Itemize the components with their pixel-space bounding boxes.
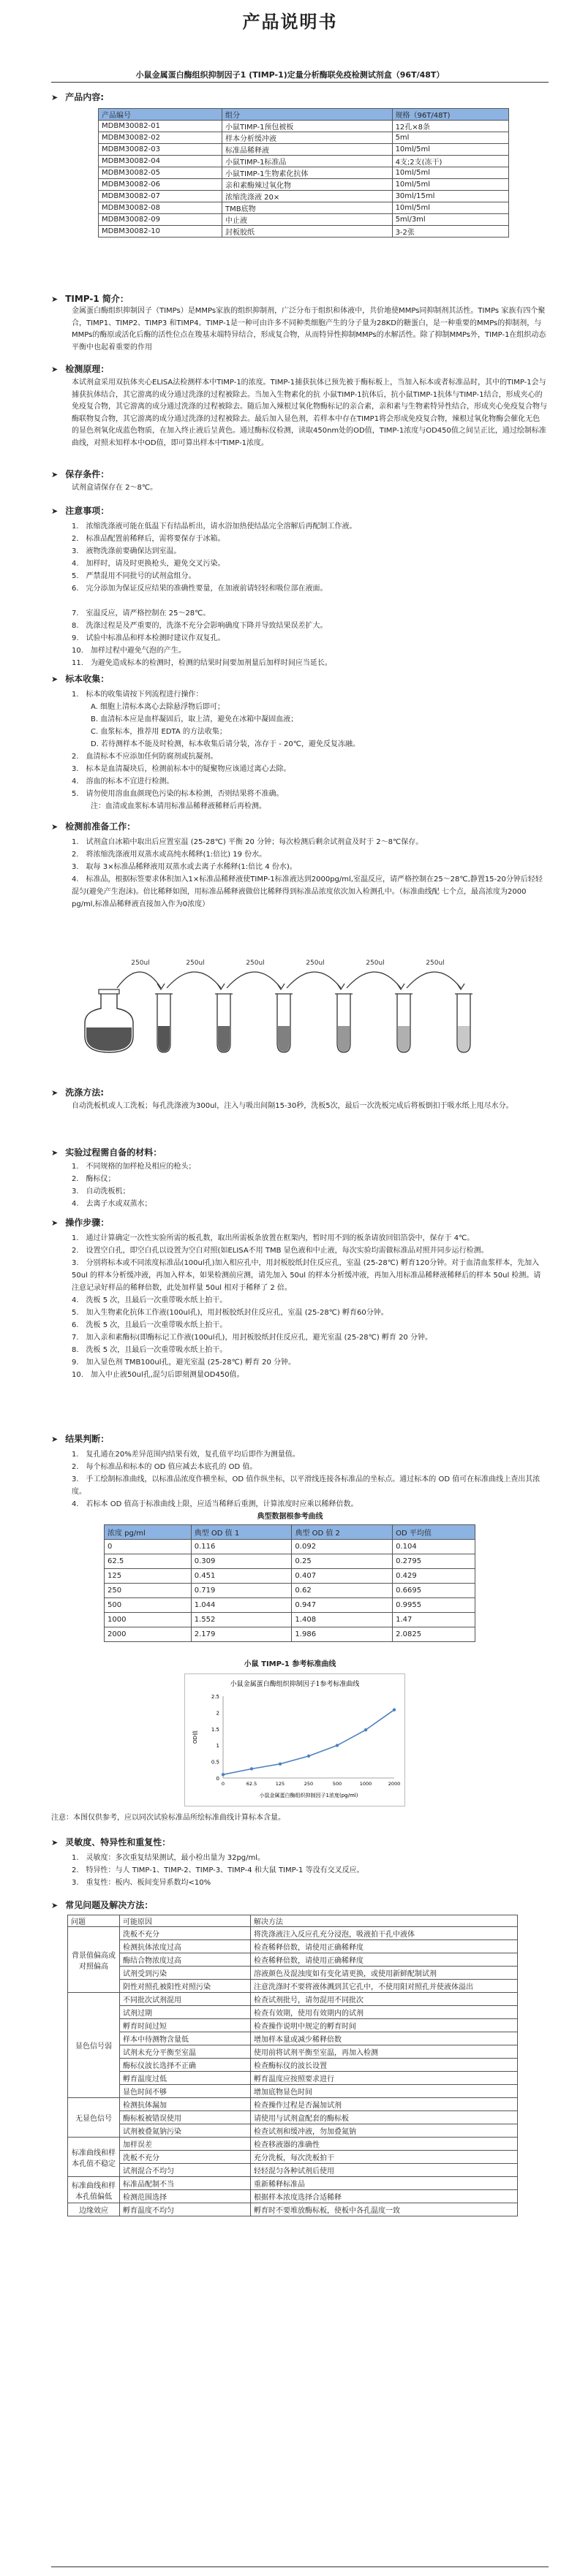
faq-solution-cell: 孵育时不要堆放酶标板，使板中各孔温度一致: [251, 2203, 518, 2216]
list-item: 2. 血清标本不应添加任何防腐剂或抗凝剂。: [72, 753, 218, 761]
x-tick-label: 1000: [359, 1781, 372, 1787]
faq-solution-cell: 溶液颜色及混浊度如有变化请更换，或使用新鲜配制试剂: [251, 1967, 518, 1980]
contents-cell: 4支;2支(冻干): [392, 156, 508, 167]
contents-cell: 10ml/5ml: [392, 167, 508, 179]
faq-solution-cell: 检查酶标仪的波长设置: [251, 2059, 518, 2072]
faq-cause-cell: 试剂被叠氮钠污染: [120, 2124, 251, 2138]
title-divider: [51, 82, 549, 83]
faq-cause-cell: 试剂受到污染: [120, 1967, 251, 1980]
list-item: 8. 洗板 5 次，且最后一次重带吸水纸上拍干。: [72, 1346, 227, 1354]
faq-solution-cell: 孵育温度应按照要求进行: [251, 2072, 518, 2085]
faq-cause-cell: 试剂过期: [120, 2006, 251, 2019]
contents-cell: MDBM30082-08: [99, 202, 222, 214]
arrow-icon: ➤: [51, 1838, 59, 1847]
list-item: D. 若待测样本不能及时检测，标本收集后请分装，冻存于 - 20℃，避免反复冻融。: [91, 740, 360, 748]
y-tick-label: 0: [216, 1776, 219, 1782]
faq-table: [67, 1915, 518, 2216]
typical-cell: 0.092: [292, 1540, 393, 1554]
arrow-icon: ➤: [51, 93, 59, 102]
list-item: C. 血浆标本，推荐用 EDTA 的方法收集；: [91, 728, 227, 736]
list-item: 2. 酶标仪；: [72, 1175, 116, 1183]
list-item: 3. 自动洗板机；: [72, 1188, 130, 1196]
list-item: 8. 洗涤过程是及严重要的，洗涤不充分会影响确度下降并导致结果误差扩大。: [72, 622, 328, 630]
faq-problem-cell: 边缘效应: [68, 2203, 120, 2216]
faq-problem-cell: 标准曲线和样本孔值偏低: [68, 2177, 120, 2203]
typical-cell: 1000: [105, 1613, 192, 1627]
contents-cell: MDBM30082-02: [99, 132, 222, 144]
faq-solution-cell: 将洗涤液注入反应孔充分浸泡，吸液拍干孔中液体: [251, 1927, 518, 1940]
procedure-list: [72, 1232, 547, 1381]
contents-cell: 12孔×8条: [392, 121, 508, 132]
faq-row: [68, 1993, 518, 2006]
list-item: 3. 分别将标本或不同浓度标准品(100ul孔)加入相应孔中，用封板胶纸封住反应孔，室温 (25-28℃) 孵育120分钟。对于血清血浆样本，先加入 50ul 的样本分析缓冲液，再加入样本，如果检测前应测，请先加入 50ul 的样本分析缓冲液，再加入用标准品稀释液稀释后的样本 50ul 检测。请注意记录好样品的稀释倍数，此处加样量 50ul 相对于稀释了 2 倍。: [72, 1259, 541, 1292]
typical-cell: 2000: [105, 1627, 192, 1642]
wash-text: 自动洗板机或人工洗板；每孔洗涤液为300ul，注入与吸出间隔15-30秒，洗板5次，最后一次洗板完成后将板倒扣于吸水纸上甩尽水分。: [72, 1102, 513, 1110]
x-tick-label: 62.5: [246, 1781, 257, 1787]
faq-row: [68, 2006, 518, 2019]
contents-cell: MDBM30082-09: [99, 214, 222, 226]
data-point: [393, 1709, 396, 1711]
faq-solution-cell: 轻轻混匀各种试剂后使用: [251, 2164, 518, 2177]
sensitivity-list: [72, 1852, 547, 1889]
list-item: 注：血清或血浆标本请用标准品稀释液稀释后再检测。: [91, 802, 266, 810]
faq-header-cell: 可能原因: [120, 1915, 251, 1927]
typical-cell: 1.552: [191, 1613, 292, 1627]
typical-cell: 1.408: [292, 1613, 393, 1627]
faq-cause-cell: 检测抗体漏加: [120, 2098, 251, 2111]
contents-cell: 10ml/5ml: [392, 179, 508, 191]
arrow-icon: ➤: [51, 675, 59, 684]
dilution-diagram: [69, 950, 522, 1060]
faq-cause-cell: 显色时间不够: [120, 2085, 251, 2098]
transfer-arrow-icon: [287, 972, 341, 988]
list-item: 3. 标本是血清凝块后，检测前标本中的疑聚物应该通过离心去除。: [72, 765, 291, 773]
contents-row: [99, 202, 509, 214]
faq-solution-cell: 增加样本量或减少稀释倍数: [251, 2032, 518, 2045]
contents-row: [99, 156, 509, 167]
section-procedure: ➤ 操作步骤：: [51, 1217, 110, 1228]
contents-cell: 中止液: [222, 214, 392, 226]
typical-header-cell: 典型 OD 值 2: [292, 1525, 393, 1540]
timp-intro-text: 金属蛋白酶组织抑制因子（TIMPs）是MMPs家族的组织抑制剂，广泛分布于组织和体液中，共价地使MMPs同抑制剂其活性。TIMPs 家族有四个聚合，TIMP1、TIMP2、TIMP3 和TIMP4。TIMP-1是一种可由许多不同种类细胞产生的分子量为28KD的糖蛋白，是一种重要的MMPs的抑制剂，与MMPs的酶原或活化后酶的活性位点在羧基末端特异结合，形成复合物，从而特异性抑制MMPs的水解活性。除了抑制MMPs外，TIMP-1在组织动态平衡中也起着重要的作用: [72, 307, 546, 352]
typical-cell: 0.451: [191, 1569, 292, 1584]
section-self-material: ➤ 实验过程需自备的材料：: [51, 1147, 162, 1158]
typical-cell: 2.0825: [393, 1627, 475, 1642]
chart-title: 小鼠金属蛋白酶组织抑制因子1参考标准曲线: [230, 1681, 360, 1688]
typical-cell: 0.719: [191, 1584, 292, 1598]
typical-cell: 500: [105, 1598, 192, 1613]
typical-cell: 1.986: [292, 1627, 393, 1642]
contents-table: [98, 108, 509, 238]
transfer-arrow-icon: [117, 972, 161, 988]
contents-cell: MDBM30082-01: [99, 121, 222, 132]
list-item: 9. 试验中标准品和样本检测时建议作双复孔。: [72, 634, 225, 642]
faq-problem-cell: 背景值偏高或对照偏高: [68, 1927, 120, 1993]
faq-cause-cell: 不同批次试剂混用: [120, 1993, 251, 2006]
list-item: 1. 试剂盒自冰箱中取出后应置室温 (25-28℃) 平衡 20 分钟；每次检测后剩余试剂盒及时于 2～8℃保存。: [72, 838, 423, 846]
series-line: [223, 1710, 394, 1775]
contents-cell: MDBM30082-03: [99, 144, 222, 156]
section-storage: ➤ 保存条件：: [51, 469, 110, 479]
transfer-arrow-icon: [227, 972, 281, 988]
arrow-icon: ➤: [51, 470, 59, 479]
faq-row: [68, 2164, 518, 2177]
prep-list: [72, 836, 547, 911]
faq-solution-cell: 充分洗板，每次洗板拍干: [251, 2151, 518, 2164]
faq-row: [68, 1953, 518, 1967]
notes-list: [72, 520, 547, 669]
list-item: 7. 室温反应，请严格控制在 25～28℃。: [72, 609, 211, 618]
list-item: 5. 请勿使用溶血血颜现色污染的标本检测，否则结果将不准确。: [72, 790, 284, 798]
arrow-icon: ➤: [51, 365, 59, 374]
arrow-icon: ➤: [51, 1218, 59, 1228]
faq-row: [68, 2111, 518, 2124]
typical-cell: 250: [105, 1584, 192, 1598]
faq-solution-cell: 使用前将试剂平衡至室温，再加入检测: [251, 2045, 518, 2059]
list-item: 11. 为避免造成标本的检测时，检测的结果时间要加剂量后加样时间应当延长。: [72, 659, 332, 667]
faq-solution-cell: 增加底物显色时间: [251, 2085, 518, 2098]
contents-cell: MDBM30082-04: [99, 156, 222, 167]
list-item: 3. 取每 3×标准品稀释液用双蒸水或去离子水稀释(1:倍比 4 份水)。: [72, 863, 297, 871]
typical-cell: 0.6695: [393, 1584, 475, 1598]
transfer-arrow-icon: [347, 972, 401, 988]
list-item: 3. 手工绘制标准曲线，以标准品浓度作横坐标，OD 值作纵坐标，以平滑线连接各标准品的坐标点。通过标本的 OD 值可在标准曲线上查出其浓度。: [72, 1475, 541, 1496]
contents-row: [99, 167, 509, 179]
chart-frame: [184, 1673, 405, 1806]
arrow-icon: ➤: [51, 1088, 59, 1098]
list-item: 1. 复孔通在20%差异范围内结果有效，复孔值平均后即作为测量值。: [72, 1451, 300, 1459]
faq-cause-cell: 标准品配制不当: [120, 2177, 251, 2190]
faq-row: [68, 2124, 518, 2138]
faq-solution-cell: 重新稀释标准品: [251, 2177, 518, 2190]
list-item: 2. 特异性：与人 TIMP-1、TIMP-2、TIMP-3、TIMP-4 和大鼠 TIMP-1 等没有交叉反应。: [72, 1866, 364, 1874]
contents-cell: 10ml/5ml: [392, 202, 508, 214]
typical-cell: 62.5: [105, 1554, 192, 1569]
standard-curve-chart: [185, 1674, 404, 1806]
stock-flask-icon: [85, 989, 133, 1052]
faq-row: [68, 1967, 518, 1980]
contents-row: [99, 144, 509, 156]
y-tick-label: 1.5: [211, 1726, 219, 1733]
typical-cell: 0.309: [191, 1554, 292, 1569]
contents-row: [99, 179, 509, 191]
faq-cause-cell: 试剂混合不均匀: [120, 2164, 251, 2177]
faq-row: [68, 2045, 518, 2059]
list-item: 4. 洗板 5 次，且最后一次重带吸水纸上拍干。: [72, 1296, 227, 1304]
faq-row: [68, 1940, 518, 1953]
arrow-icon: ➤: [51, 1901, 59, 1910]
list-item: 4. 溶血的标本不宜进行检测。: [72, 778, 174, 786]
tube-icon: [335, 994, 353, 1052]
faq-cause-cell: 洗板不充分: [120, 1927, 251, 1940]
contents-row: [99, 214, 509, 226]
tube-volume-label: 250ul: [131, 960, 150, 967]
faq-row: [68, 1927, 518, 1940]
list-item: 1. 不同规格的加样枪及相应的枪头；: [72, 1163, 196, 1171]
faq-row: [68, 2138, 518, 2151]
faq-cause-cell: 检测抗体浓度过高: [120, 1940, 251, 1953]
contents-cell: 亲和素酶辣过氧化物: [222, 179, 392, 191]
faq-solution-cell: 检查操作过程是否漏加试剂: [251, 2098, 518, 2111]
list-item: 10. 加入中止液50ul孔,混匀后即刻测量OD450值。: [72, 1371, 244, 1379]
contents-header-cell: 规格（96T/48T): [392, 109, 508, 121]
faq-cause-cell: 孵育时间过短: [120, 2019, 251, 2032]
typical-cell: 0.25: [292, 1554, 393, 1569]
faq-cause-cell: 酶标仪波长选择不正确: [120, 2059, 251, 2072]
data-point: [336, 1744, 339, 1747]
faq-problem-cell: 标准曲线和样本孔值不稳定: [68, 2138, 120, 2177]
contents-cell: 3-2张: [392, 226, 508, 238]
faq-row: [68, 2019, 518, 2032]
faq-cause-cell: 阴性对照孔被阳性对照污染: [120, 1980, 251, 1993]
typical-cell: 1.47: [393, 1613, 475, 1627]
arrow-icon: ➤: [51, 822, 59, 832]
list-item: 2. 标准品配置前稀释后，需将要保存于冰箱。: [72, 535, 225, 543]
data-point: [307, 1755, 310, 1758]
faq-solution-cell: 检查有效期，使用有效期内的试剂: [251, 2006, 518, 2019]
arrow-icon: ➤: [51, 295, 59, 304]
faq-cause-cell: 酶标板被错误使用: [120, 2111, 251, 2124]
typical-row: [105, 1554, 475, 1569]
faq-solution-cell: 检查稀释倍数，请使用正确稀释度: [251, 1953, 518, 1967]
x-tick-label: 250: [304, 1781, 314, 1787]
list-item: 7. 加入亲和素酶标(即酶标记工作液(100ul孔)，用封板胶纸封住反应孔，避光室温 (25-28℃) 孵育 20 分钟。: [72, 1334, 432, 1342]
contents-cell: MDBM30082-07: [99, 191, 222, 202]
y-tick-label: 2.5: [211, 1694, 219, 1700]
page-title: 产品说明书: [242, 12, 338, 32]
section-principle: ➤ 检测原理：: [51, 364, 110, 374]
list-item: 2. 每个标准品和标本的 OD 值应减去本底孔的 OD 值。: [72, 1463, 257, 1471]
typical-header-cell: 浓度 pg/ml: [105, 1525, 192, 1540]
x-tick-label: 2000: [388, 1781, 401, 1787]
typical-row: [105, 1598, 475, 1613]
contents-row: [99, 226, 509, 238]
list-item: 4. 加样时，请及时更换枪头，避免交叉污染。: [72, 560, 225, 568]
result-list: [72, 1448, 547, 1511]
faq-row: [68, 2059, 518, 2072]
contents-cell: 小鼠TIMP-1预包被板: [222, 121, 392, 132]
typical-row: [105, 1540, 475, 1554]
faq-cause-cell: 试剂未充分平衡至室温: [120, 2045, 251, 2059]
faq-solution-cell: 检查移液器的准确性: [251, 2138, 518, 2151]
faq-cause-cell: 洗板不充分: [120, 2151, 251, 2164]
typical-row: [105, 1627, 475, 1642]
contents-cell: 小鼠TIMP-1生物素化抗体: [222, 167, 392, 179]
list-item: 6. 洗板 5 次，且最后一次重带吸水纸上拍干。: [72, 1321, 227, 1329]
x-axis-label: 小鼠金属蛋白酶组织抑制因子1浓度(pg/ml): [259, 1793, 358, 1798]
contents-header-cell: 产品编号: [99, 109, 222, 121]
x-tick-label: 125: [275, 1781, 285, 1787]
contents-cell: TMB底物: [222, 202, 392, 214]
data-point: [250, 1767, 253, 1770]
contents-row: [99, 132, 509, 144]
transfer-arrow-icon: [167, 972, 221, 988]
list-item: 1. 浓缩洗涤液可能在低温下有结晶析出，请水浴加热使结晶完全溶解后再配制工作液。: [72, 523, 357, 531]
list-item: B. 血清标本应是血样凝固后，取上清，避免在冰箱中凝固血液；: [91, 715, 298, 723]
faq-row: [68, 2098, 518, 2111]
faq-solution-cell: 根据样本浓度选择合适稀释: [251, 2190, 518, 2203]
self-material-list: [72, 1160, 547, 1210]
list-item: 4. 标准品，根据标签要求体积加入1×标准品稀释液使TIMP-1标准液达到2000pg/ml,室温反应，请严格控制在25～28℃,静置15-20分钟后轻轻混匀(避免产生泡沫)。倍比稀释如图，用标准品稀释液做倍比稀释得到标准品浓度依次加入检测孔中。（标准曲线配 七个点，最高浓度为2000 pg/ml,标准品稀释液直接加入作为0浓度）: [72, 875, 543, 908]
list-item: 1. 灵敏度：多次重复结果测试，最小检出量为 32pg/ml。: [72, 1854, 265, 1862]
faq-solution-cell: 注意洗涤时不要将液体溅到其它孔中，不使用阳对照孔并使液体溢出: [251, 1980, 518, 1993]
typical-header-cell: OD 平均值: [393, 1525, 475, 1540]
transfer-arrow-icon: [407, 972, 461, 988]
contents-cell: 10ml/5ml: [392, 144, 508, 156]
typical-data-table: [104, 1524, 475, 1642]
typical-cell: 0.429: [393, 1569, 475, 1584]
list-item: 6. 完分添加为保证反应结果的准确性要量，在加液前请轻轻和吸位部在液面。: [72, 585, 328, 593]
typical-cell: 0.407: [292, 1569, 393, 1584]
section-prep: ➤ 检测前准备工作：: [51, 821, 136, 832]
data-point: [222, 1773, 225, 1776]
section-timp-intro: ➤ TIMP-1 简介：: [51, 294, 129, 304]
list-item: 3. 液物洗涤前要确保达到室温。: [72, 547, 181, 555]
faq-cause-cell: 孵育温度过低: [120, 2072, 251, 2085]
faq-header-cell: 解决方法: [251, 1915, 518, 1927]
typical-cell: 0.947: [292, 1598, 393, 1613]
tube-volume-label: 250ul: [246, 960, 265, 967]
storage-text: 试剂盒请保存在 2～8℃。: [72, 484, 158, 492]
contents-cell: 样本分析缓冲液: [222, 132, 392, 144]
contents-cell: 标准品稀释液: [222, 144, 392, 156]
tube-volume-label: 250ul: [366, 960, 385, 967]
product-subtitle: 小鼠金属蛋白酶组织抑制因子1 (TIMP-1)定量分析酶联免疫检测试剂盒（96T/48T）: [135, 70, 445, 80]
list-item: 5. 加入生物素化抗体工作液(100ul孔)，用封板胶纸封住反应孔，室温 (25-28℃) 孵育60分钟。: [72, 1309, 388, 1317]
y-axis-label: OD值: [192, 1730, 198, 1744]
contents-cell: MDBM30082-05: [99, 167, 222, 179]
list-item: A. 细胞上清标本离心去除悬浮物后即可；: [91, 703, 225, 711]
chart-caption: 小鼠 TIMP-1 参考标准曲线: [244, 1660, 336, 1668]
typical-cell: 0.62: [292, 1584, 393, 1598]
faq-solution-cell: 检查稀释倍数，请使用正确稀释度: [251, 1940, 518, 1953]
typical-cell: 1.044: [191, 1598, 292, 1613]
list-item: [72, 595, 547, 607]
tube-icon: [395, 994, 413, 1052]
tube-volume-label: 250ul: [186, 960, 205, 967]
faq-solution-cell: 检查试剂和缓冲液，勿加叠氮钠: [251, 2124, 518, 2138]
typical-cell: 0.104: [393, 1540, 475, 1554]
contents-header-cell: 组分: [222, 109, 392, 121]
section-faq: ➤ 常见问题及解决方法：: [51, 1900, 154, 1910]
y-tick-label: 2: [216, 1710, 219, 1717]
faq-row: [68, 2151, 518, 2164]
principle-text: 本试剂盒采用双抗体夹心ELISA法检测样本中TIMP-1的浓度。TIMP-1捕获抗体已预先被于酶标板上，当加入标本或者标准品时，其中的TIMP-1会与捕获抗体结合，其它游离的成分通过洗涤的过程被除去。当加入生物素化的抗 小鼠TIMP-1抗体后，抗小鼠TIMP-1抗体与TIMP-1结合，形成夹心的免疫复合物，其它游离的成分通过洗涤的过程被除去。随后加入辣根过氧化物酶标记的亲合素，亲和素与生物素特异性结合，形成夹心免疫复合物与酶联物复合物，其它游离的成分通过洗涤的过程被除去。最后加入显色剂，若样本中存在TIMP1将会形成免疫复合物，辣根过氧化物酶会催化无色的显色剂氧化成蓝色物质，在加入终止液后呈黄色。通过酶标仪检测，读取450nm处的OD值，TIMP-1浓度与OD450值之间呈正比，通过绘制标准曲线，对照未知样本中OD值，即可算出样本中TIMP-1浓度。: [72, 379, 547, 447]
sample-list: [72, 688, 547, 813]
typical-row: [105, 1584, 475, 1598]
section-sample: ➤ 标本收集：: [51, 674, 110, 684]
typical-header-cell: 典型 OD 值 1: [191, 1525, 292, 1540]
contents-row: [99, 121, 509, 132]
faq-cause-cell: 加样误差: [120, 2138, 251, 2151]
typical-cell: 0: [105, 1540, 192, 1554]
faq-solution-cell: 检查试剂批号，请勿混用不同批次: [251, 1993, 518, 2006]
data-point: [279, 1763, 282, 1766]
list-item: 4. 若标本 OD 值高于标准曲线上限，应适当稀释后重测，计算浓度时应乘以稀释倍数。: [72, 1500, 358, 1508]
tube-icon: [455, 994, 472, 1052]
faq-cause-cell: 孵育温度不均匀: [120, 2203, 251, 2216]
typical-cell: 0.9955: [393, 1598, 475, 1613]
faq-problem-cell: 显色信号弱: [68, 1993, 120, 2098]
arrow-icon: ➤: [51, 1148, 59, 1158]
chart-note: 注意：本图仅供参考，应以同次试验标准品所绘标准曲线计算标本含量。: [51, 1814, 285, 1822]
contents-cell: 5ml: [392, 132, 508, 144]
section-sensitivity: ➤ 灵敏度、特异性和重复性：: [51, 1837, 171, 1847]
x-tick-label: 500: [332, 1781, 342, 1787]
faq-solution-cell: 检查操作说明中规定的孵育时间: [251, 2019, 518, 2032]
typical-cell: 125: [105, 1569, 192, 1584]
faq-row: [68, 2085, 518, 2098]
contents-cell: 30ml/15ml: [392, 191, 508, 202]
faq-solution-cell: 请使用与试剂盒配套的酶标板: [251, 2111, 518, 2124]
section-contents: ➤ 产品内容:: [51, 92, 105, 102]
footer-divider: [51, 2566, 549, 2567]
typical-cell: 0.116: [191, 1540, 292, 1554]
contents-cell: 封板胶纸: [222, 226, 392, 238]
section-result: ➤ 结果判断：: [51, 1434, 110, 1444]
typical-cell: 0.2795: [393, 1554, 475, 1569]
tube-volume-label: 250ul: [426, 960, 445, 967]
typical-data-caption: 典型数据根参考曲线: [257, 1513, 323, 1521]
x-tick-label: 0: [221, 1781, 225, 1787]
tube-icon: [155, 994, 173, 1052]
faq-row: [68, 1980, 518, 1993]
tube-icon: [275, 994, 293, 1052]
faq-row: [68, 2032, 518, 2045]
faq-cause-cell: 酶结合物浓度过高: [120, 1953, 251, 1967]
contents-cell: MDBM30082-06: [99, 179, 222, 191]
section-notes: ➤ 注意事项：: [51, 506, 110, 516]
list-item: 9. 加入显色剂 TMB100ul孔，避光室温 (25-28℃) 孵育 20 分钟。: [72, 1359, 296, 1367]
faq-row: [68, 2203, 518, 2216]
section-wash: ➤ 洗涤方法:: [51, 1087, 105, 1098]
list-item: 1. 标本的收集请按下列流程进行操作：: [72, 691, 203, 699]
y-tick-label: 0.5: [211, 1759, 219, 1766]
faq-row: [68, 2177, 518, 2190]
data-point: [364, 1728, 367, 1731]
contents-cell: 5ml/3ml: [392, 214, 508, 226]
list-item: 1. 通过计算确定一次性实验所需的板孔数，取出所需板条放置在框架内，暂时用不到的板条请放回铝箔袋中，保存于 4℃。: [72, 1234, 475, 1242]
faq-row: [68, 2190, 518, 2203]
list-item: 10. 加样过程中避免气泡的产生。: [72, 647, 186, 655]
list-item: 2. 设置空白孔，即空白孔以设置为空白对照(如ELISA不用 TMB 显色液和中止液，每次实验均需做标准品对照并同步运行检测。: [72, 1247, 489, 1255]
list-item: 5. 严禁混用不同批号的试剂盒组分。: [72, 572, 196, 580]
contents-cell: MDBM30082-10: [99, 226, 222, 238]
faq-cause-cell: 样本中待测物含量低: [120, 2032, 251, 2045]
arrow-icon: ➤: [51, 1435, 59, 1444]
list-item: 4. 去离子水或双蒸水；: [72, 1200, 152, 1208]
tube-volume-label: 250ul: [306, 960, 325, 967]
typical-cell: 2.179: [191, 1627, 292, 1642]
contents-cell: 小鼠TIMP-1标准品: [222, 156, 392, 167]
faq-row: [68, 2072, 518, 2085]
tube-icon: [215, 994, 233, 1052]
list-item: 3. 重复性：板内、板间变异系数均<10%: [72, 1879, 211, 1887]
contents-cell: 浓缩洗涤液 20×: [222, 191, 392, 202]
list-item: 2. 将浓缩洗涤液用双蒸水或高纯水稀释(1:倍比) 19 份水。: [72, 851, 267, 859]
y-tick-label: 1: [216, 1743, 219, 1749]
contents-row: [99, 191, 509, 202]
faq-problem-cell: 无显色信号: [68, 2098, 120, 2138]
arrow-icon: ➤: [51, 506, 59, 516]
faq-cause-cell: 检测范围选择: [120, 2190, 251, 2203]
faq-header-cell: 问题: [68, 1915, 120, 1927]
typical-row: [105, 1613, 475, 1627]
typical-row: [105, 1569, 475, 1584]
